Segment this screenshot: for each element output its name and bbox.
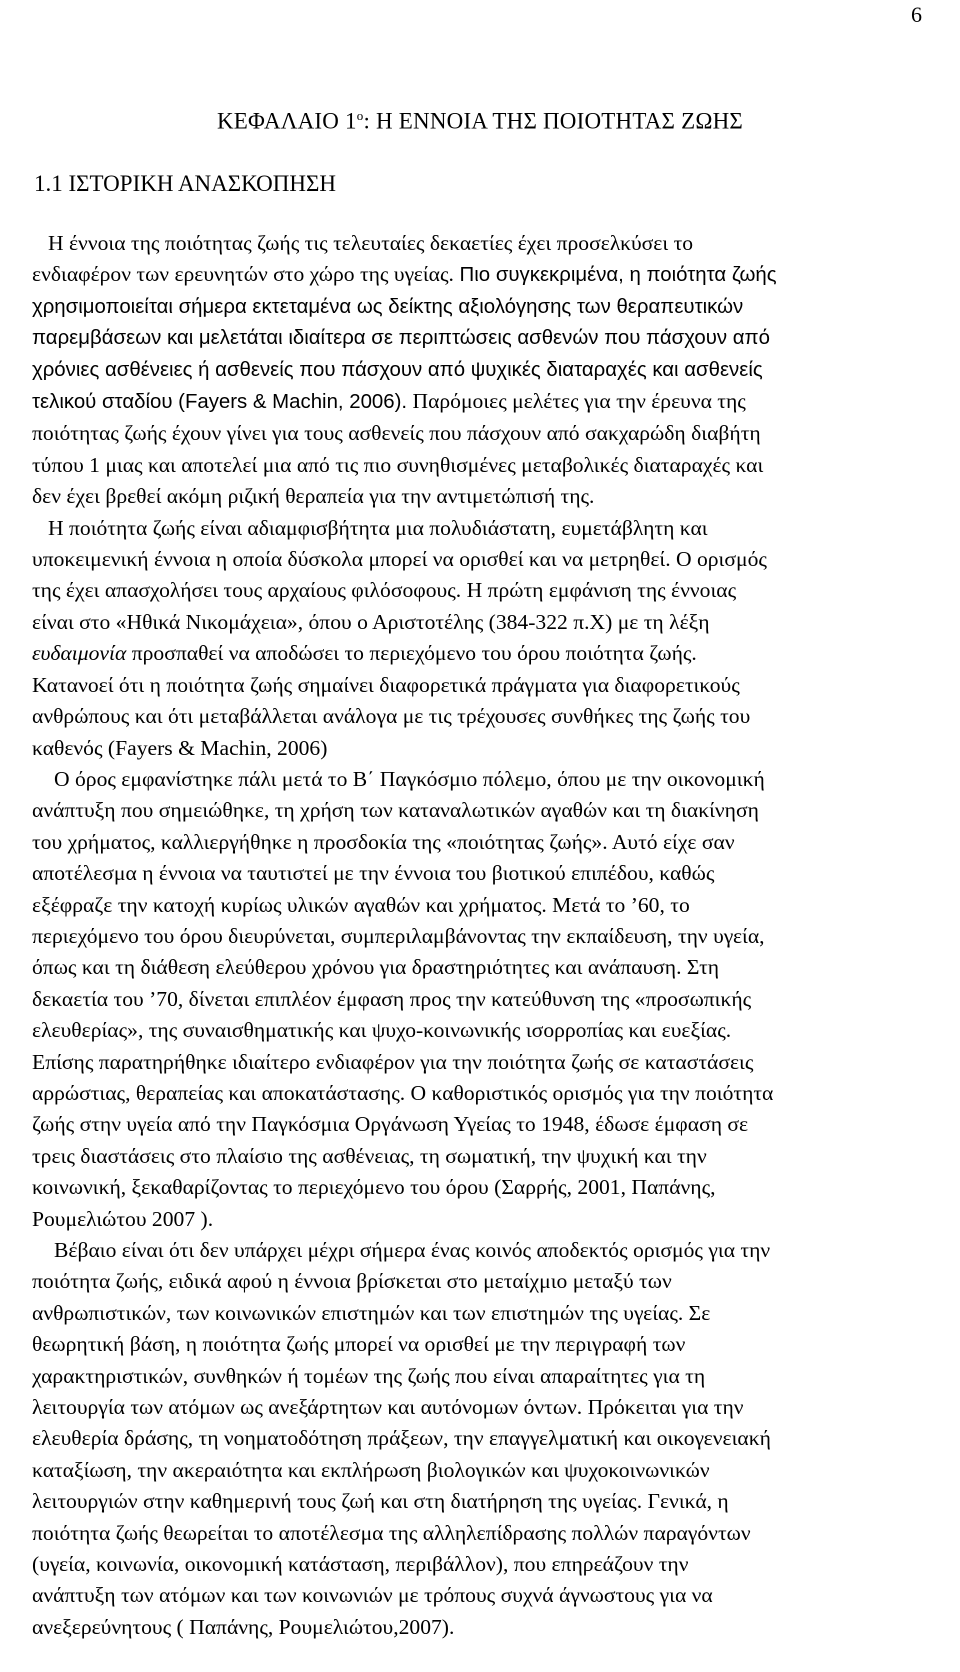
text-line: αρρώστιας, θεραπείας και αποκατάστασης. Ο καθοριστικός ορισμός για την ποιότητα <box>32 1080 774 1105</box>
text-line: καθενός (Fayers & Machin, 2006) <box>32 735 328 760</box>
text-segment: τελικού σταδίου (Fayers & Machin, 2006). <box>32 391 408 414</box>
text-line: Βέβαιο είναι ότι δεν υπάρχει μέχρι σήμερα ένας κοινός αποδεκτός ορισμός για την <box>54 1238 771 1262</box>
text-line: ποιότητα ζωής θεωρείται το αποτέλεσμα της αλληλεπίδρασης πολλών παραγόντων <box>32 1520 751 1545</box>
text-line: τύπου 1 μιας και αποτελεί μια από τις πιο συνηθισμένες μεταβολικές διαταραχές και <box>32 452 764 477</box>
text-line: λειτουργιών στην καθημερινή τους ζωή και στη διατήρηση της υγείας. Γενικά, η <box>32 1489 729 1514</box>
emphasis-word: ευδαιμονία <box>32 641 127 666</box>
text-segment: προσπαθεί να αποδώσει το περιεχόμενο του όρου ποιότητα ζωής. <box>126 641 697 666</box>
text-line: της έχει απασχολήσει τους αρχαίους φιλόσοφους. Η πρώτη εμφάνιση της έννοιας <box>32 578 737 603</box>
text-line: θεωρητική βάση, η ποιότητα ζωής μπορεί να ορισθεί με την περιγραφή των <box>32 1332 686 1357</box>
chapter-title-suffix: : Η ΕΝΝΟΙΑ ΤΗΣ ΠΟΙΟΤΗΤΑΣ ΖΩΗΣ <box>363 108 744 134</box>
text-line: λειτουργία των ατόμων ως ανεξάρτητων και αυτόνομων όντων. Πρόκειται για την <box>32 1395 744 1420</box>
text-line: τρεις διαστάσεις στο πλαίσιο της ασθένειας, τη σωματική, την ψυχική και την <box>32 1143 707 1168</box>
text-line: του χρήματος, καλλιεργήθηκε η προσδοκία της «ποιότητας ζωής». Αυτό είχε σαν <box>32 829 735 854</box>
text-line: Κατανοεί ότι η ποιότητα ζωής σημαίνει διαφορετικά πράγματα για διαφορετικούς <box>32 672 740 697</box>
text-line: χρησιμοποιείται σήμερα εκτεταμένα ως δείκτης αξιολόγησης των θεραπευτικών <box>32 295 744 318</box>
text-line: παρεμβάσεων και μελετάται ιδιαίτερα σε περιπτώσεις ασθενών που πάσχουν από <box>32 327 770 350</box>
text-line: ποιότητα ζωής, ειδικά αφού η έννοια βρίσκεται στο μεταίχμιο μεταξύ των <box>32 1269 672 1294</box>
text-line: είναι στο «Ηθικά Νικομάχεια», όπου ο Αριστοτέλης (384-322 π.Χ) με τη λέξη <box>32 609 710 634</box>
text-segment: Παρόμοιες μελέτες για την έρευνα της <box>407 389 746 414</box>
text-line: ανεξερεύνητους ( Παπάνης, Ρουμελιώτου,2007). <box>32 1614 455 1639</box>
text-line: αποτέλεσμα η έννοια να ταυτιστεί με την έννοια του βιοτικού επιπέδου, καθώς <box>32 861 715 886</box>
text-line: Ο όρος εμφανίστηκε πάλι μετά το Β΄ Παγκόσμιο πόλεμο, όπου με την οικονομική <box>54 766 765 791</box>
chapter-title <box>0 108 960 135</box>
text-line: κοινωνική, ξεκαθαρίζοντας το περιεχόμενο του όρου (Σαρρής, 2001, Παπάνης, <box>32 1175 716 1200</box>
text-line: δεκαετία του ’70, δίνεται επιπλέον έμφαση προς την κατεύθυνση της «προσωπικής <box>32 986 752 1011</box>
text-line: (υγεία, κοινωνία, οικονομική κατάσταση, περιβάλλον), που επηρεάζουν την <box>32 1552 689 1577</box>
page-number: 6 <box>911 2 922 27</box>
body-text <box>32 228 922 1643</box>
text-line: χαρακτηριστικών, συνθηκών ή τομέων της ζωής που είναι απαραίτητες για τη <box>32 1363 706 1388</box>
text-line: Ρουμελιώτου 2007 ). <box>32 1206 214 1231</box>
chapter-title-superscript: ο <box>356 108 364 123</box>
text-line: ζωής στην υγεία από την Παγκόσμια Οργάνωση Υγείας το 1948, έδωσε έμφαση σε <box>32 1112 749 1137</box>
text-line <box>32 386 922 418</box>
text-line <box>32 259 922 291</box>
text-line: δεν έχει βρεθεί ακόμη ριζική θεραπεία για την αντιμετώπισή της. <box>32 484 595 509</box>
text-line: ανάπτυξη που σημειώθηκε, τη χρήση των καταναλωτικών αγαθών και τη διακίνηση <box>32 798 759 823</box>
text-line: καταξίωση, την ακεραιότητα και εκπλήρωση βιολογικών και ψυχοκοινωνικών <box>32 1457 710 1482</box>
text-line: όπως και τη διάθεση ελεύθερου χρόνου για δραστηριότητες και ανάπαυση. Στη <box>32 955 720 980</box>
text-segment: ενδιαφέρον των ερευνητών στο χώρο της υγείας. <box>32 262 454 287</box>
section-heading: 1.1 ΙΣΤΟΡΙΚΗ ΑΝΑΣΚΟΠΗΣΗ <box>34 171 337 196</box>
text-line: ανθρώπους και ότι μεταβάλλεται ανάλογα με τις τρέχουσες συνθήκες της ζωής του <box>32 704 751 729</box>
text-line: Επίσης παρατηρήθηκε ιδιαίτερο ενδιαφέρον για την ποιότητα ζωής σε καταστάσεις <box>32 1049 754 1074</box>
text-line <box>32 638 922 669</box>
text-line: περιεχόμενο του όρου διευρύνεται, συμπεριλαμβάνοντας την εκπαίδευση, την υγεία, <box>32 923 765 948</box>
text-line: ανάπτυξη των ατόμων και των κοινωνιών με τρόπους συχνά άγνωστους για να <box>32 1583 713 1608</box>
text-line: Η έννοια της ποιότητας ζωής τις τελευταίες δεκαετίες έχει προσελκύσει το <box>48 231 694 255</box>
text-line: ανθρωπιστικών, των κοινωνικών επιστημών και των επιστημών της υγείας. Σε <box>32 1300 711 1325</box>
text-line: ποιότητας ζωής έχουν γίνει για τους ασθενείς που πάσχουν από σακχαρώδη διαβήτη <box>32 421 761 446</box>
text-line: χρόνιες ασθένειες ή ασθενείς που πάσχουν από ψυχικές διαταραχές και ασθενείς <box>32 358 763 381</box>
text-line: υποκειμενική έννοια η οποία δύσκολα μπορεί να ορισθεί και να μετρηθεί. Ο ορισμός <box>32 547 767 572</box>
text-line: ελευθερίας», της συναισθηματικής και ψυχο-κοινωνικής ισορροπίας και ευεξίας. <box>32 1018 732 1043</box>
text-line: Η ποιότητα ζωής είναι αδιαμφισβήτητα μια πολυδιάστατη, ευμετάβλητη και <box>48 515 708 540</box>
text-line: εξέφραζε την κατοχή κυρίως υλικών αγαθών και χρήματος. Μετά το ’60, το <box>32 892 690 917</box>
chapter-title-prefix: ΚΕΦΑΛΑΙΟ 1 <box>216 108 357 134</box>
text-segment: Πιο συγκεκριμένα, η ποιότητα ζωής <box>453 264 777 287</box>
text-line: ελευθερία δράσης, τη νοηματοδότηση πράξεων, την επαγγελματική και οικογενειακή <box>32 1426 771 1451</box>
